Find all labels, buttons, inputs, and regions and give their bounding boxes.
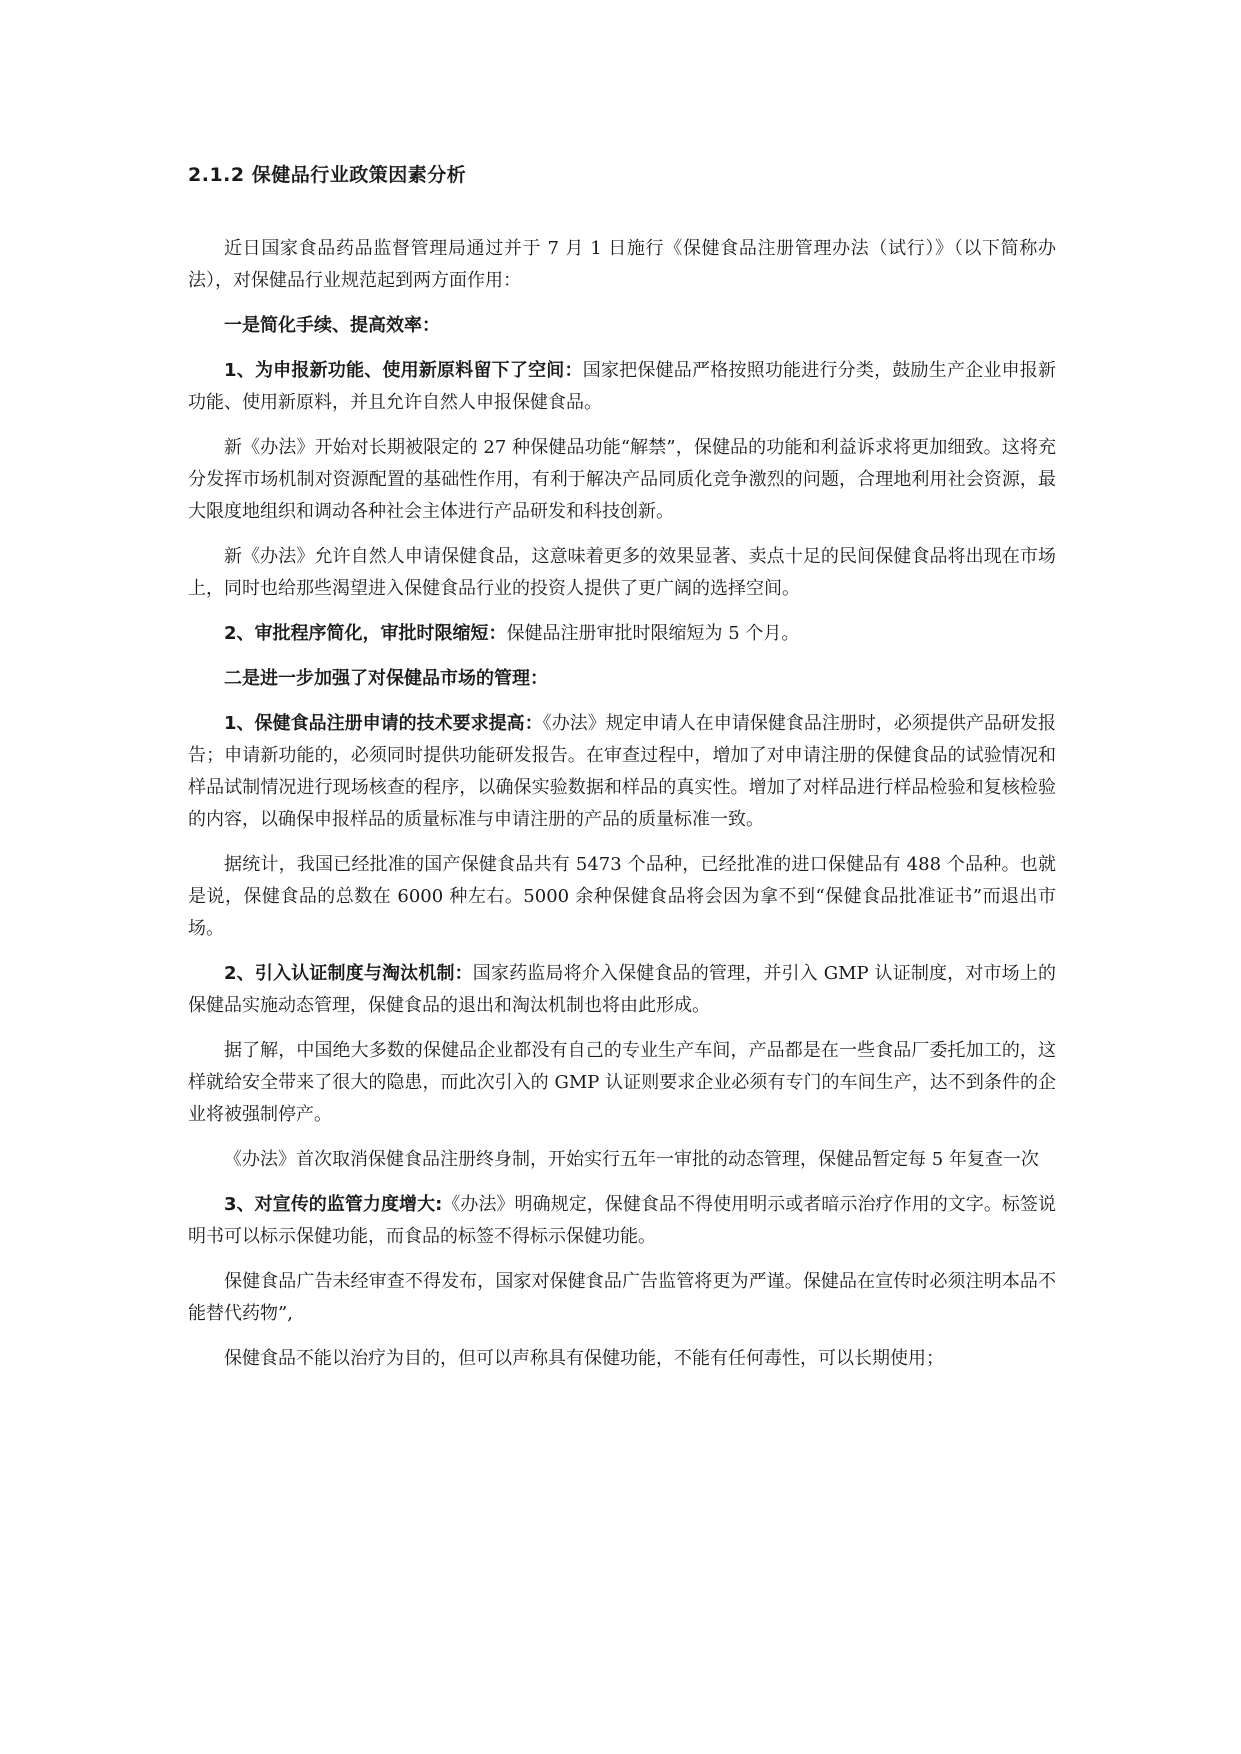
item-text: 《办法》规定申请人在申请保健食品注册时，必须提供产品研发报告；申请新功能的，必须同时提供功能研发报告。在审查过程中，增加了对申请注册的保健食品的试验情况和样品试制情况进行现场核查的程序，以确保实验数据和样品的真实性。增加了对样品进行样品检验和复核检验的内容，以确保申报样品的质量标准与申请注册的产品的质量标准一致。 [188,713,1057,830]
point-two-item-2 [188,958,1056,1022]
paragraph-gmp: 据了解，中国绝大多数的保健品企业都没有自己的专业生产车间，产品都是在一些食品厂委托加工的，这样就给安全带来了很大的隐患，而此次引入的 GMP 认证则要求企业必须有专门的车间生产，达不到条件的企业将被强制停产。 [188,1040,1056,1125]
paragraph-no-treatment: 保健食品不能以治疗为目的，但可以声称具有保健功能，不能有任何毒性，可以长期使用； [224,1348,944,1369]
document-page [188,160,1056,1388]
point-one-item-2 [188,618,1056,650]
intro-paragraph: 近日国家食品药品监督管理局通过并于 7 月 1 日施行《保健食品注册管理办法（试行）》（以下简称办法），对保健品行业规范起到两方面作用： [188,238,1056,291]
paragraph-natural-person: 新《办法》允许自然人申请保健食品，这意味着更多的效果显著、卖点十足的民间保健食品将出现在市场上，同时也给那些渴望进入保健食品行业的投资人提供了更广阔的选择空间。 [188,546,1056,599]
paragraph-review-cycle: 《办法》首次取消保健食品注册终身制，开始实行五年一审批的动态管理，保健品暂定每 5 年复查一次 [224,1149,1039,1170]
item-text: 保健品注册审批时限缩短为 5 个月。 [506,623,800,644]
section-heading: 2.1.2 保健品行业政策因素分析 [188,164,467,186]
point-two-title: 二是进一步加强了对保健品市场的管理： [224,668,548,689]
item-lead: 1、为申报新功能、使用新原料留下了空间： [224,360,583,381]
point-one-item-1 [188,355,1056,419]
point-two-item-1 [188,708,1056,836]
item-text: 国家把保健品严格按照功能进行分类，鼓励生产企业申报新功能、使用新原料，并且允许自然人申报保健食品。 [188,360,1056,413]
item-lead: 3、对宣传的监管力度增大: [224,1194,443,1215]
paragraph-statistics: 据统计，我国已经批准的国产保健食品共有 5473 个品种，已经批准的进口保健品有 488 个品种。也就是说，保健食品的总数在 6000 种左右。5000 余种保健食品将会因为拿不到“保健食品批准证书”而退出市场。 [188,854,1056,939]
item-text: 《办法》明确规定，保健食品不得使用明示或者暗示治疗作用的文字。标签说明书可以标示保健功能，而食品的标签不得标示保健功能。 [188,1194,1056,1247]
point-two-item-3 [188,1189,1056,1253]
paragraph-function-unban: 新《办法》开始对长期被限定的 27 种保健品功能“解禁”，保健品的功能和利益诉求将更加细致。这将充分发挥市场机制对资源配置的基础性作用，有利于解决产品同质化竞争激烈的问题，合理地利用社会资源，最大限度地组织和调动各种社会主体进行产品研发和科技创新。 [188,437,1056,522]
item-text: 国家药监局将介入保健食品的管理，并引入 GMP 认证制度，对市场上的保健品实施动态管理，保健食品的退出和淘汰机制也将由此形成。 [188,963,1056,1016]
point-one-title: 一是简化手续、提高效率： [224,315,440,336]
item-lead: 2、审批程序简化，审批时限缩短： [224,623,507,644]
item-lead: 2、引入认证制度与淘汰机制： [224,963,473,984]
paragraph-advertising: 保健食品广告未经审查不得发布，国家对保健食品广告监管将更为严谨。保健品在宣传时必须注明本品不能替代药物”, [188,1271,1056,1324]
item-lead: 1、保健食品注册申请的技术要求提高： [224,713,543,734]
